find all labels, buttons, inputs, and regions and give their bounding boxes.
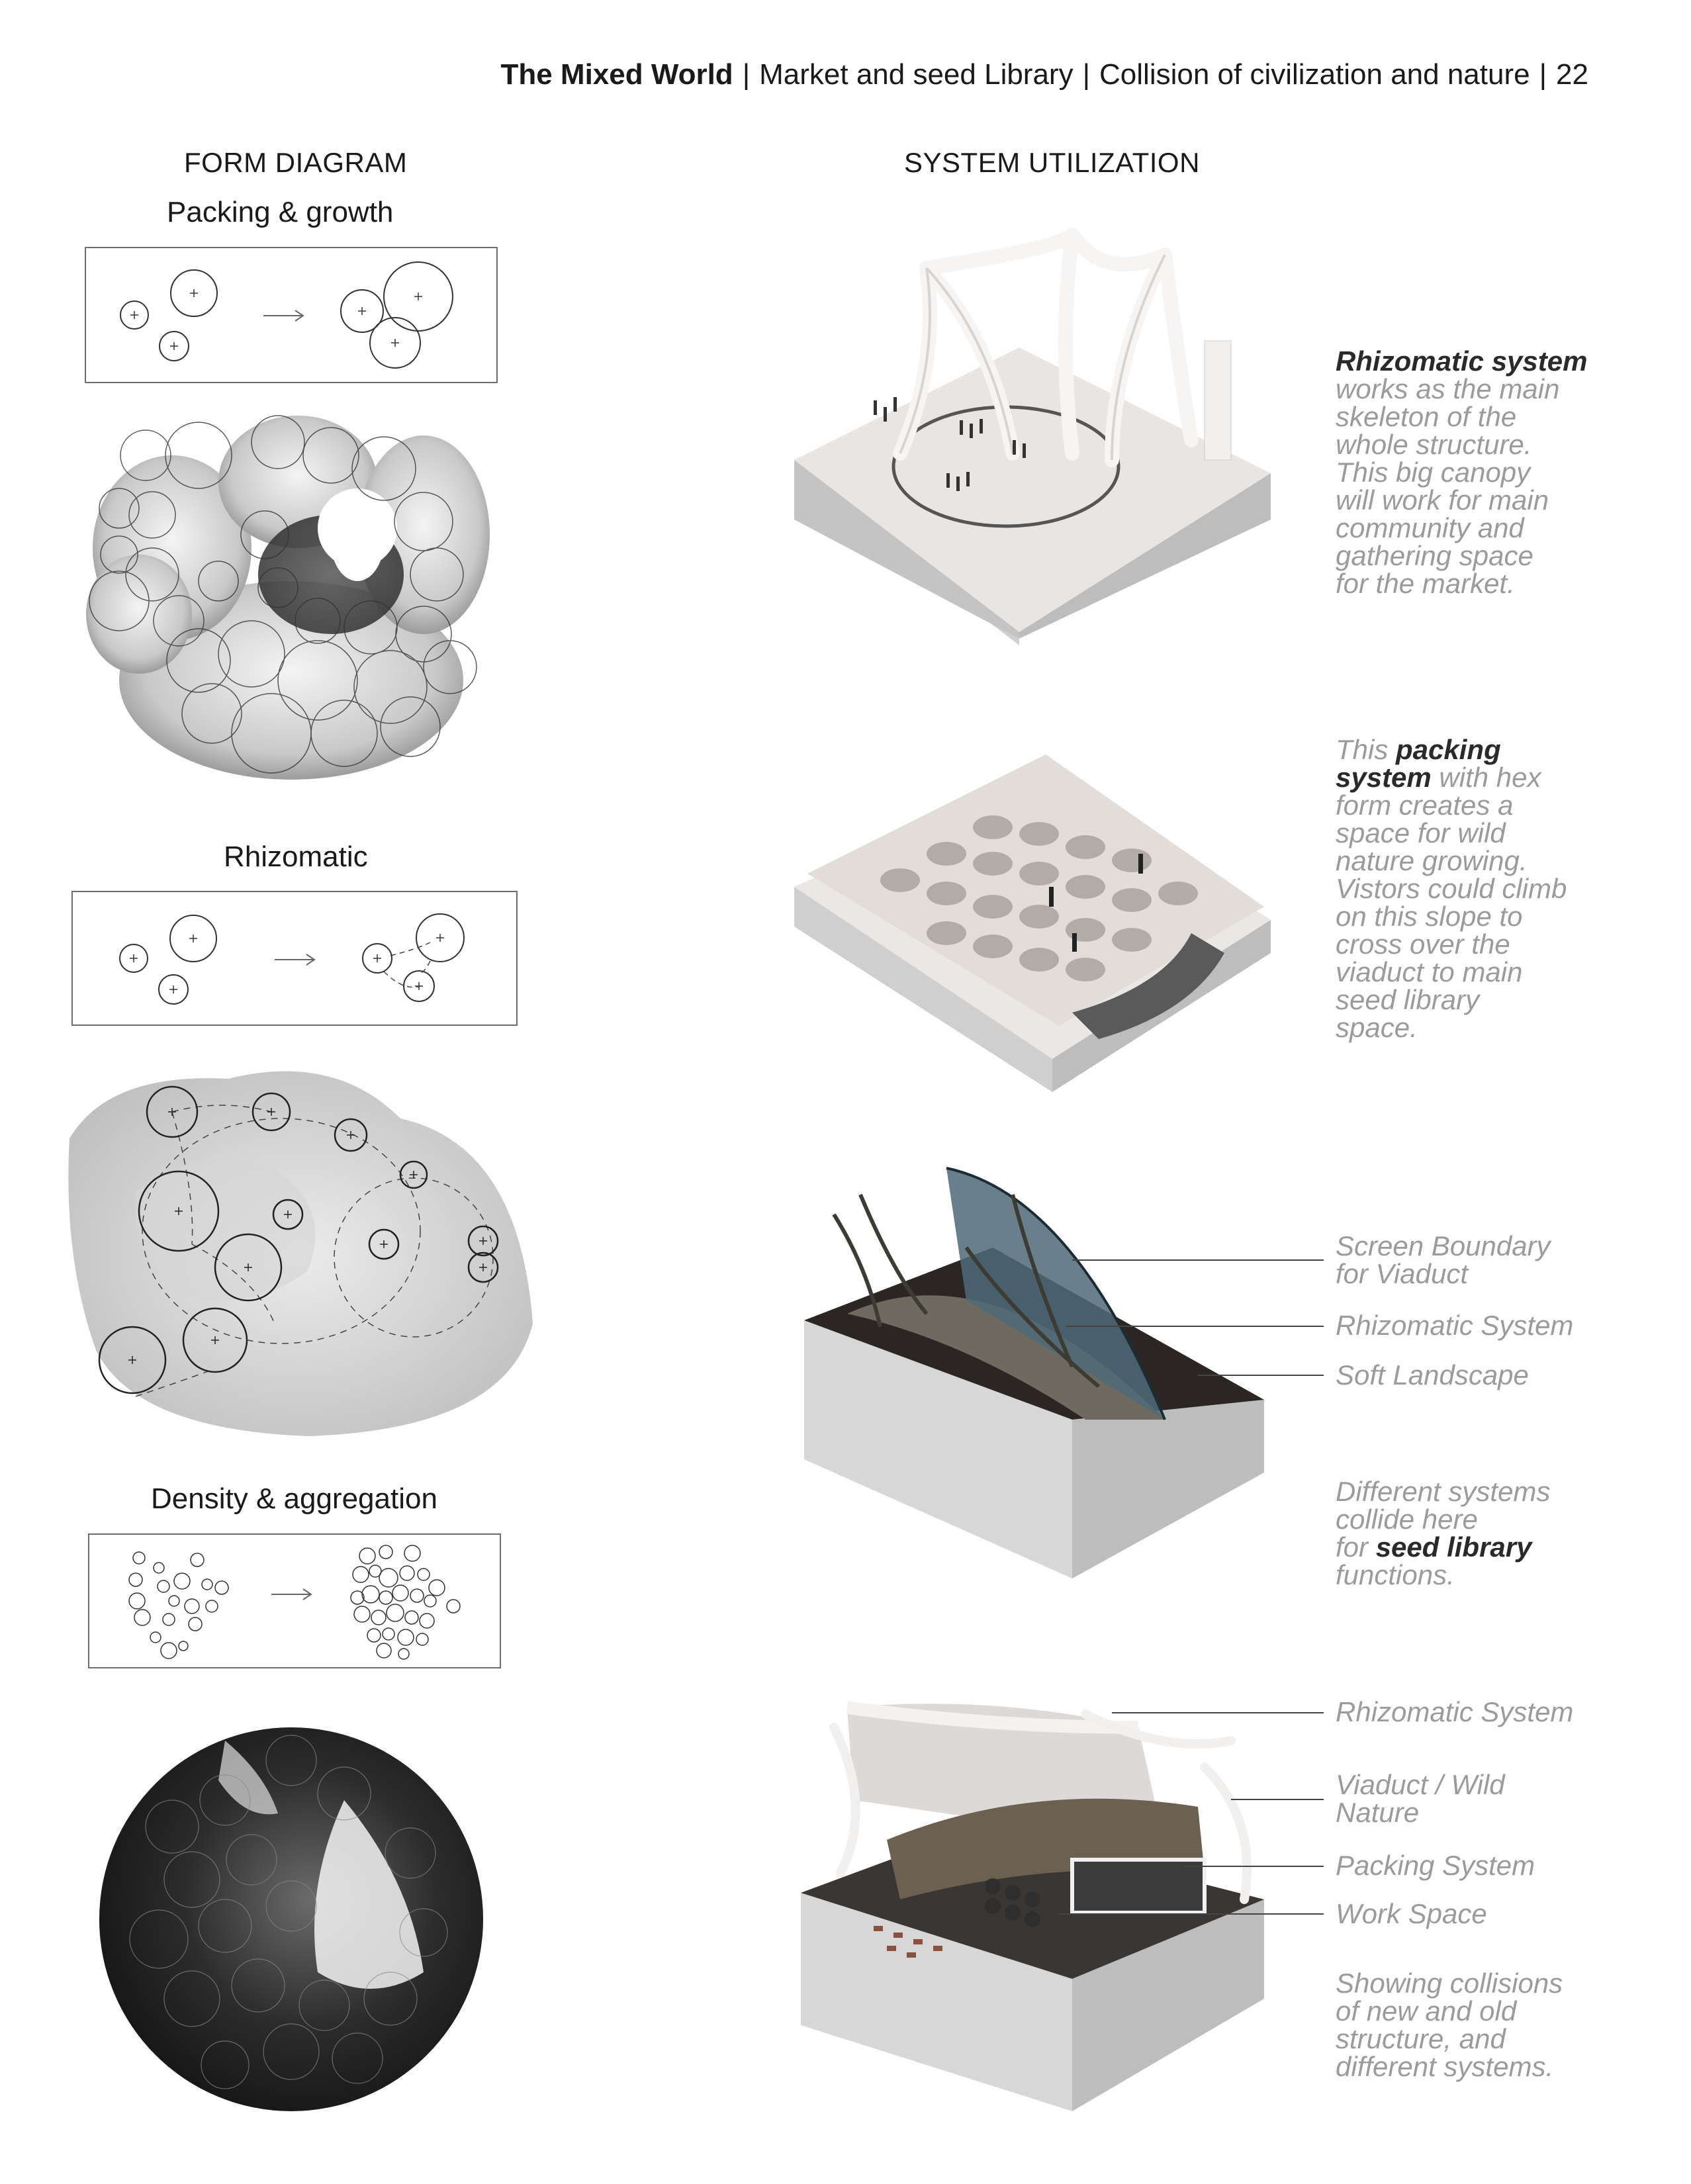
rhizomatic-canopy-render xyxy=(794,242,1271,645)
caption-line: whole structure. xyxy=(1336,429,1532,460)
caption-line: works as the main xyxy=(1336,373,1560,404)
rhizomatic-diagram-box xyxy=(71,891,518,1026)
screen-boundary-render xyxy=(794,1168,1271,1578)
section-title-packing: Packing & growth xyxy=(167,196,394,228)
caption-line: will work for main xyxy=(1336,484,1549,516)
caption-line: different systems. xyxy=(1336,2051,1554,2082)
header-separator: | xyxy=(1082,58,1091,91)
density-aggregation-render xyxy=(93,1721,490,2118)
section-title-density: Density & aggregation xyxy=(151,1482,437,1515)
caption-line: community and xyxy=(1336,512,1524,543)
page-number: 22 xyxy=(1556,58,1588,91)
packing-growth-diagram xyxy=(86,248,496,382)
packing-growth-render xyxy=(79,402,503,793)
label-line: Screen Boundary xyxy=(1336,1230,1551,1261)
leader-line xyxy=(1066,1326,1324,1327)
caption-line: Different systems xyxy=(1336,1476,1551,1507)
caption-text: with hex xyxy=(1431,762,1541,793)
leader-line xyxy=(1059,1913,1324,1915)
right-arrow-icon xyxy=(271,1589,311,1600)
label-rhizomatic-system: Rhizomatic System xyxy=(1336,1696,1574,1727)
section-title-rhizomatic: Rhizomatic xyxy=(224,841,368,873)
label-line: Nature xyxy=(1336,1797,1420,1828)
packing-system-caption xyxy=(1336,736,1567,1042)
label-screen-boundary xyxy=(1336,1232,1551,1288)
rhizomatic-diagram xyxy=(73,892,516,1024)
caption-line: gathering space xyxy=(1336,540,1533,571)
caption-line: space for wild xyxy=(1336,817,1506,848)
caption-line: functions. xyxy=(1336,1559,1455,1590)
rhizomatic-render xyxy=(56,1059,539,1449)
right-arrow-icon xyxy=(275,954,314,965)
density-diagram-box xyxy=(88,1533,501,1668)
leader-line xyxy=(1072,1259,1324,1261)
header-separator: | xyxy=(1539,58,1547,91)
leader-line xyxy=(1112,1712,1324,1713)
label-work-space: Work Space xyxy=(1336,1898,1487,1929)
label-packing-system: Packing System xyxy=(1336,1850,1535,1881)
caption-line: This big canopy xyxy=(1336,457,1531,488)
right-arrow-icon xyxy=(263,310,303,321)
caption-line: seed library xyxy=(1336,984,1480,1015)
caption-line: on this slope to xyxy=(1336,901,1523,932)
label-viaduct-wild-nature xyxy=(1336,1771,1505,1827)
caption-line: cross over the xyxy=(1336,929,1510,960)
rhizomatic-system-caption xyxy=(1336,347,1587,598)
caption-line: nature growing. xyxy=(1336,845,1528,876)
caption-bold: Rhizomatic system xyxy=(1336,345,1588,377)
leader-line xyxy=(1231,1799,1324,1800)
caption-line: Vistors could climb xyxy=(1336,873,1567,904)
packing-diagram-box xyxy=(85,247,498,383)
density-aggregation-diagram xyxy=(89,1535,500,1667)
page-header xyxy=(500,58,1588,91)
label-line: for Viaduct xyxy=(1336,1258,1469,1289)
header-subtitle: Market and seed Library xyxy=(759,58,1074,91)
caption-line: for the market. xyxy=(1336,568,1515,599)
system-utilization-title: SYSTEM UTILIZATION xyxy=(904,147,1200,178)
caption-text: This xyxy=(1336,734,1396,765)
header-topic: Collision of civilization and nature xyxy=(1099,58,1530,91)
seed-library-caption xyxy=(1336,1478,1550,1589)
caption-bold: packing xyxy=(1396,734,1501,765)
caption-line: of new and old xyxy=(1336,1995,1517,2026)
caption-line: collide here xyxy=(1336,1504,1478,1535)
leader-line xyxy=(1198,1375,1324,1376)
label-line: Viaduct / Wild xyxy=(1336,1769,1505,1800)
label-soft-landscape: Soft Landscape xyxy=(1336,1359,1529,1390)
collision-section-render xyxy=(794,1701,1271,2111)
packing-hex-render xyxy=(794,735,1271,1099)
collisions-caption xyxy=(1336,1970,1563,2081)
caption-line: space. xyxy=(1336,1012,1418,1043)
label-rhizomatic-system: Rhizomatic System xyxy=(1336,1310,1574,1341)
caption-bold: system xyxy=(1336,762,1432,793)
leader-line xyxy=(1185,1866,1324,1867)
form-diagram-title: FORM DIAGRAM xyxy=(184,147,408,178)
caption-text: for xyxy=(1336,1531,1376,1563)
caption-line: viaduct to main xyxy=(1336,956,1523,987)
caption-line: Showing collisions xyxy=(1336,1968,1563,1999)
caption-line: form creates a xyxy=(1336,790,1514,821)
caption-line: skeleton of the xyxy=(1336,401,1517,432)
caption-line: structure, and xyxy=(1336,2023,1506,2054)
header-title: The Mixed World xyxy=(500,58,733,91)
header-separator: | xyxy=(742,58,751,91)
caption-bold: seed library xyxy=(1375,1531,1532,1563)
